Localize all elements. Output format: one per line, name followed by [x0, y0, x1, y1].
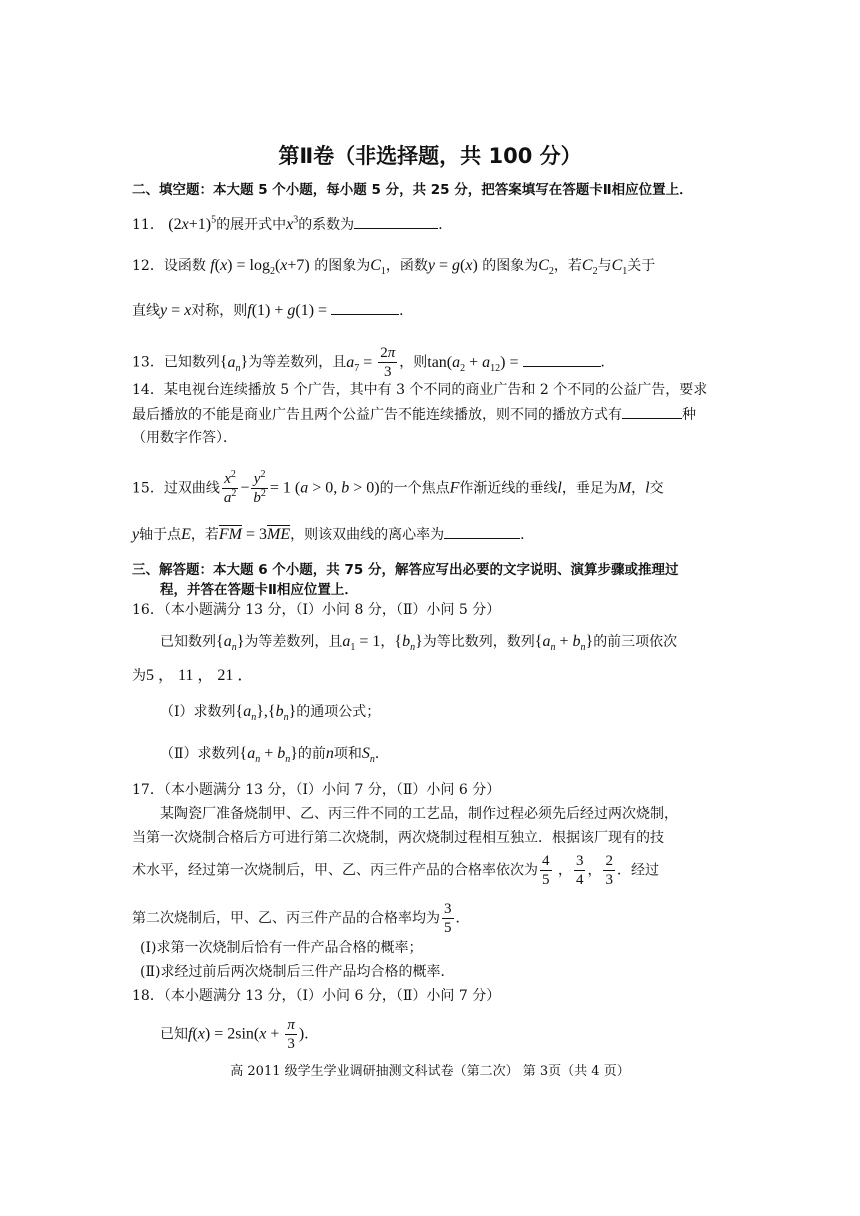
question-14-line3: （用数字作答）． — [132, 430, 237, 446]
question-17-part1: (Ⅰ)求第一次烧制后恰有一件产品合格的概率； — [140, 940, 423, 956]
section-3-heading-line2: 程，并答在答题卡Ⅱ相应位置上． — [160, 582, 358, 598]
question-17-header: 17．（本小题满分 13 分，（Ⅰ）小问 7 分，（Ⅱ）小问 6 分） — [132, 782, 501, 798]
page-footer: 高 2011 级学生学业调研抽测文科试卷（第二次） 第 3页（共 4 页） — [230, 1064, 630, 1079]
q15-answer-blank — [444, 524, 520, 539]
question-15: 15．过双曲线 $\frac{x^2}{a^2}$ − $\frac{y^2}{b^2}$ = 1 (a > 0, b > 0)的一个焦点F作渐近线的垂线l，垂足为M，l交 — [132, 469, 664, 506]
question-17-line3: 术水平，经过第一次烧制后，甲、乙、丙三件产品的合格率依次为 $\frac{4}{5}$ ， $\frac{3}{4}$ ， $\frac{2}{3}$ ．经过 — [132, 853, 659, 888]
question-18-line1: 已知f(x) = 2sin(x + $\frac{\pi}{3}$ )． — [160, 1017, 319, 1052]
q12-func-g: y = g(x) — [427, 257, 478, 274]
q11-text-a: 的展开式中 — [216, 217, 287, 233]
question-15-line2: y轴于点E，若$\overline{FM} = 3\overline{ME}$，则该双曲线的离心率为 ． — [132, 526, 535, 543]
question-16-line2: 为5 ， 11 ， 21 ． — [132, 667, 254, 684]
question-14-line1: 14．某电视台连续播放 5 个广告，其中有 3 个不同的商业广告和 2 个不同的公益广告，要求 — [132, 382, 708, 398]
q11-answer-blank — [354, 214, 438, 229]
question-16-header: 16．（本小题满分 13 分，（Ⅰ）小问 8 分，（Ⅱ）小问 5 分） — [132, 602, 501, 618]
q11-var: $x^3$ — [286, 214, 299, 233]
page-title: 第Ⅱ卷（非选择题，共 100 分） — [278, 144, 582, 168]
question-17-part2: (Ⅱ)求经过前后两次烧制后三件产品均合格的概率． — [140, 964, 455, 980]
question-11: 11． $(2x+1)^5$的展开式中$x^3$的系数为 ． — [132, 214, 453, 233]
question-12-line2: 直线y = x对称，则f(1) + g(1) = ． — [132, 302, 414, 319]
section-3-heading: 三、解答题：本大题 6 个小题，共 75 分，解答应写出必要的文字说明、演算步骤或推理过 — [132, 562, 679, 578]
section-2-heading: 二、填空题：本大题 5 个小题，每小题 5 分，共 25 分，把答案填写在答题卡Ⅱ相应位置上． — [132, 182, 693, 198]
question-16-part2: （Ⅱ）求数列$\{a_n + b_n\}$的前n项和$S_n$． — [160, 745, 389, 766]
q11-expr: $(2x+1)^5$ — [168, 214, 217, 233]
question-13: 13．已知数列$\{a_n\}$为等差数列，且$a_7$ = $\frac{2\pi}{3}$ ，则$\tan(a_2 + a_{12})$ = ． — [132, 345, 615, 380]
q13-fraction: $\frac{2\pi}{3}$ — [380, 345, 396, 380]
question-16-line1: 已知数列$\{a_n\}$为等差数列，且$a_1 = 1$，$\{b_n\}$为等比数列，数列$\{a_n + b_n\}$的前三项依次 — [160, 633, 678, 654]
q12-answer-blank — [331, 300, 399, 315]
question-17-line2: 当第一次烧制合格后方可进行第二次烧制，两次烧制过程相互独立．根据该厂现有的技 — [132, 830, 664, 846]
q13-answer-blank — [523, 352, 601, 367]
question-14-line2: 最后播放的不能是商业广告且两个公益广告不能连续播放，则不同的播放方式有 种 — [132, 404, 696, 425]
q14-answer-blank — [622, 404, 682, 419]
q12-func-f: $f(x) = \log_2(x+7)$ — [210, 257, 310, 278]
question-17-line1: 某陶瓷厂准备烧制甲、乙、丙三件不同的工艺品，制作过程必须先后经过两次烧制， — [160, 806, 678, 822]
question-12: 12．设函数 $f(x) = \log_2(x+7)$ 的图象为$C_1$，函数y = g(x) 的图象为$C_2$，若$C_2$与$C_1$关于 — [132, 257, 656, 278]
question-17-line4: 第二次烧制后，甲、乙、丙三件产品的合格率均为 $\frac{3}{5}$ ． — [132, 901, 470, 936]
q11-text-b: 的系数为 — [298, 217, 355, 233]
question-18-header: 18．（本小题满分 13 分，（Ⅰ）小问 6 分，（Ⅱ）小问 7 分） — [132, 988, 501, 1004]
question-16-part1: （Ⅰ）求数列$\{a_n\},\{b_n\}$的通项公式； — [160, 703, 381, 724]
q11-number: 11． — [132, 217, 164, 233]
